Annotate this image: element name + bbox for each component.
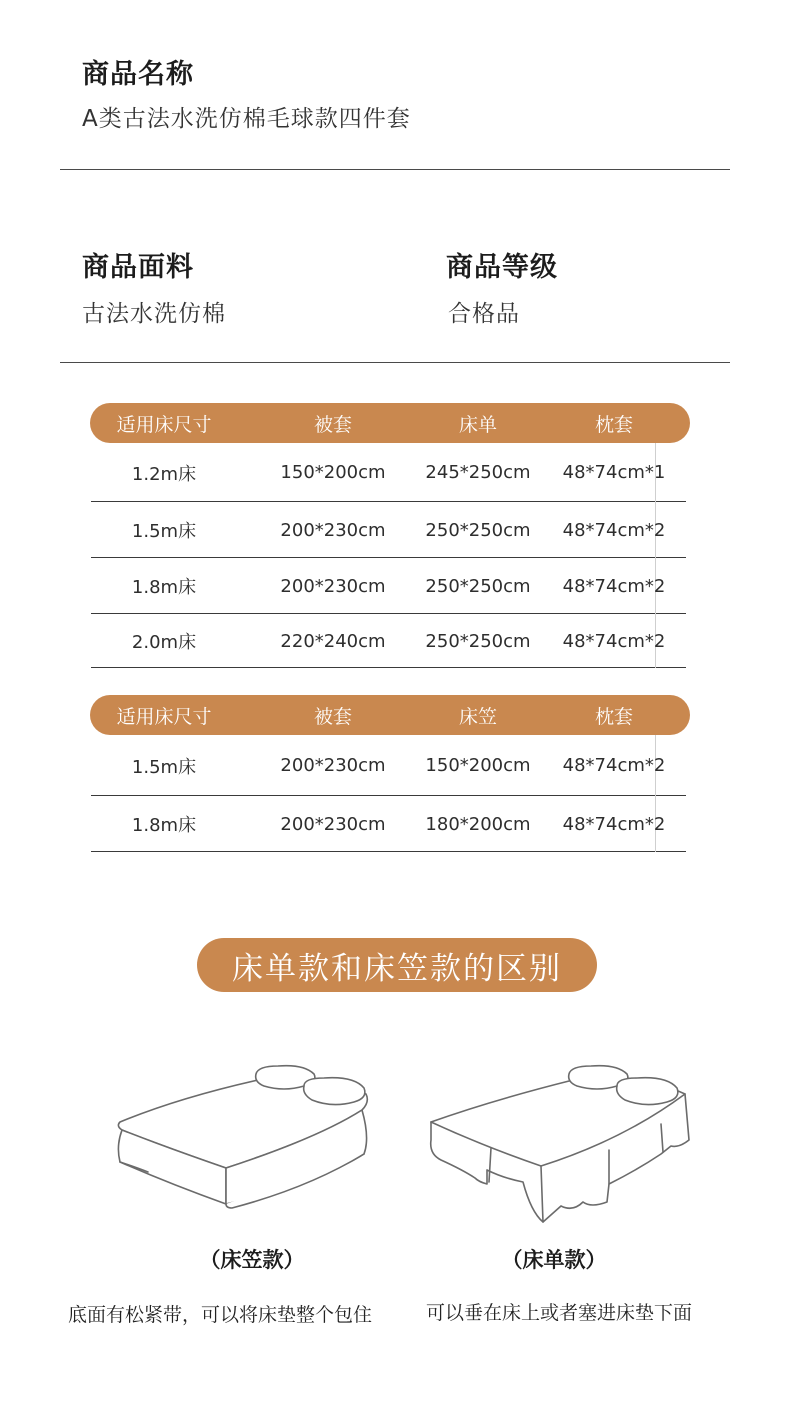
grade-label: 商品等级 — [446, 252, 558, 283]
grade-value: 合格品 — [448, 301, 520, 327]
header-cell: 适用床尺寸 — [116, 413, 212, 436]
header-cell: 适用床尺寸 — [116, 705, 212, 728]
table-cell: 200*230cm — [280, 519, 386, 541]
table-cell: 150*200cm — [280, 462, 386, 483]
table-cell: 220*240cm — [280, 630, 386, 652]
table-cell: 2.0m床 — [131, 632, 197, 653]
table-cell: 1.8m床 — [131, 815, 197, 836]
table-row — [90, 614, 690, 668]
table-cell: 48*74cm*2 — [562, 630, 666, 652]
header-cell: 枕套 — [594, 705, 633, 728]
table-cell: 200*230cm — [280, 575, 386, 597]
table-cell: 1.8m床 — [131, 577, 197, 598]
header-cell: 枕套 — [594, 413, 633, 436]
table-header — [90, 695, 690, 735]
fabric-label: 商品面料 — [82, 252, 194, 283]
flat-sheet-bed-illustration-icon — [423, 1062, 695, 1228]
table-row — [90, 735, 690, 796]
header-cell: 被套 — [313, 413, 352, 436]
table-cell: 48*74cm*1 — [562, 462, 666, 483]
table-header — [90, 403, 690, 443]
divider — [60, 169, 730, 170]
flat-description: 可以垂在床上或者塞进床垫下面 — [426, 1302, 693, 1324]
table-cell: 250*250cm — [425, 630, 531, 652]
table-cell: 1.2m床 — [131, 463, 197, 485]
header-cell: 被套 — [313, 705, 352, 728]
fitted-caption: （床笠款） — [199, 1248, 305, 1272]
table-cell: 200*230cm — [280, 755, 386, 776]
table-cell: 180*200cm — [425, 813, 531, 835]
table-cell: 250*250cm — [425, 519, 531, 541]
header-cell: 床笠 — [458, 705, 497, 728]
size-table-sheet — [90, 403, 690, 668]
flat-caption: （床单款） — [501, 1248, 607, 1272]
table-cell: 150*200cm — [425, 755, 531, 776]
table-row — [90, 558, 690, 614]
size-table-fitted — [90, 695, 690, 852]
table-row — [90, 443, 690, 502]
table-cell: 1.5m床 — [131, 521, 197, 542]
difference-title: 床单款和床笠款的区别 — [197, 938, 597, 992]
table-cell: 48*74cm*2 — [562, 813, 666, 835]
table-cell: 48*74cm*2 — [562, 575, 666, 597]
product-name-value: A类古法水洗仿棉毛球款四件套 — [82, 106, 411, 132]
fitted-bed-illustration-icon — [108, 1058, 380, 1218]
fabric-value: 古法水洗仿棉 — [82, 301, 226, 327]
divider — [60, 362, 730, 363]
fitted-description: 底面有松紧带，可以将床垫整个包住 — [68, 1304, 373, 1326]
table-cell: 48*74cm*2 — [562, 755, 666, 776]
table-row — [90, 796, 690, 852]
product-name-label: 商品名称 — [82, 59, 194, 90]
table-cell: 250*250cm — [425, 575, 531, 597]
table-cell: 48*74cm*2 — [562, 519, 666, 541]
header-cell: 床单 — [458, 413, 497, 436]
table-row — [90, 502, 690, 558]
table-cell: 1.5m床 — [131, 756, 197, 778]
table-cell: 200*230cm — [280, 813, 386, 835]
table-cell: 245*250cm — [425, 462, 531, 483]
